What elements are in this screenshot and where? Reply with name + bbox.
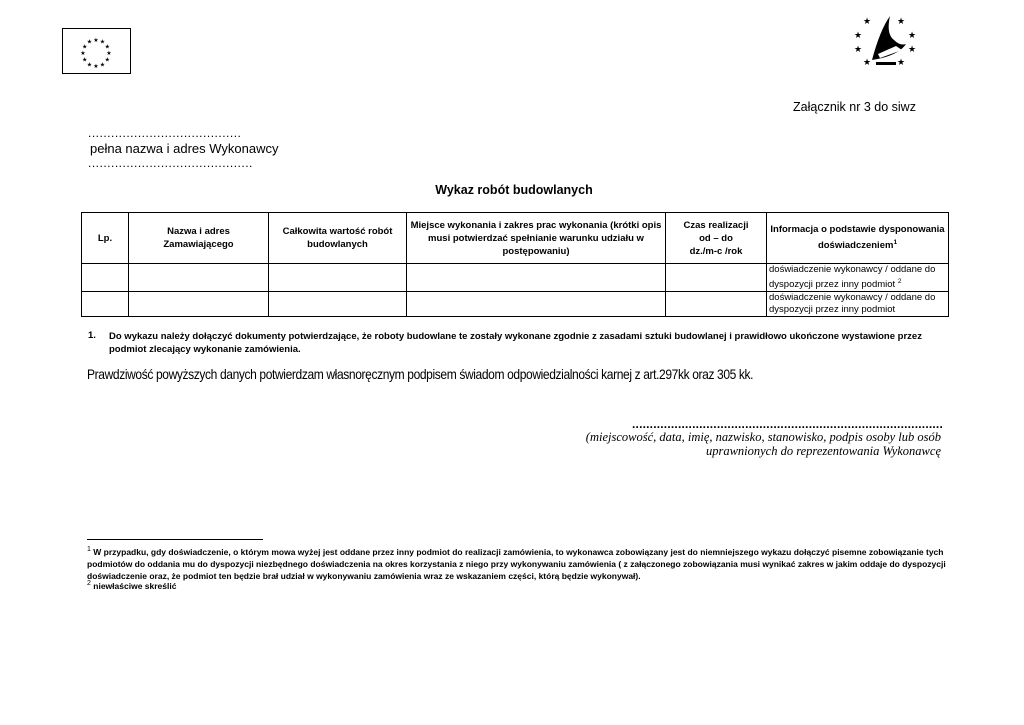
header-lp: Lp. bbox=[82, 213, 129, 264]
cell-info[interactable] bbox=[767, 292, 949, 317]
header-value: Całkowita wartość robót budowlanych bbox=[269, 213, 407, 264]
header-time-line2: od – do bbox=[699, 232, 733, 244]
signature-dots: ........................................................................................ bbox=[632, 417, 943, 431]
works-table bbox=[81, 212, 949, 317]
footnote-2 bbox=[87, 580, 176, 591]
svg-text:★: ★ bbox=[104, 43, 110, 51]
header-time-line1: Czas realizacji bbox=[683, 219, 749, 231]
footnote-2-text: niewłaściwe skreślić bbox=[93, 580, 177, 591]
contractor-dots-bottom: ........................................... bbox=[88, 156, 253, 170]
header-info bbox=[767, 213, 949, 264]
note-number: 1. bbox=[88, 330, 96, 341]
svg-text:★: ★ bbox=[86, 38, 93, 46]
svg-text:★: ★ bbox=[862, 58, 872, 68]
svg-text:★: ★ bbox=[93, 63, 99, 70]
header-time-line3: dz./m-c /rok bbox=[689, 245, 743, 257]
svg-text:★: ★ bbox=[93, 37, 99, 44]
cell-time[interactable] bbox=[666, 264, 767, 292]
svg-text:★: ★ bbox=[862, 17, 872, 27]
cell-value[interactable] bbox=[269, 264, 407, 292]
cell-place[interactable] bbox=[407, 264, 666, 292]
svg-text:★: ★ bbox=[86, 61, 93, 69]
svg-text:★: ★ bbox=[853, 45, 863, 55]
table-row bbox=[82, 292, 949, 317]
footnote-1-mark: 1 bbox=[87, 546, 91, 553]
cell-info-footnote-mark: 2 bbox=[897, 278, 902, 285]
signature-caption bbox=[541, 430, 941, 458]
cell-place[interactable] bbox=[407, 292, 666, 317]
note-text: Do wykazu należy dołączyć dokumenty potwierdzające, że roboty budowlane te zostały wykonane zgodnie z zasadami sztuki budowlanej i prawidłowo ukończone wystawione przez podmiot zlecający wykonanie zamówienia. bbox=[109, 331, 922, 355]
svg-text:★: ★ bbox=[853, 31, 863, 41]
svg-text:★: ★ bbox=[896, 17, 906, 27]
cell-employer[interactable] bbox=[129, 292, 269, 317]
footnote-2-mark: 2 bbox=[87, 580, 91, 587]
regional-logo bbox=[850, 10, 920, 72]
contractor-label: pełna nazwa i adres Wykonawcy bbox=[90, 141, 279, 156]
signature-caption-line2: uprawnionych do reprezentowania Wykonawcę bbox=[705, 444, 941, 458]
footnote-divider bbox=[87, 539, 263, 540]
cell-info-text: doświadczenie wykonawcy / oddane do dyspozycji przez inny podmiot bbox=[769, 264, 936, 291]
svg-text:★: ★ bbox=[80, 50, 86, 57]
eu-flag-logo bbox=[62, 28, 131, 74]
svg-text:★: ★ bbox=[907, 31, 917, 41]
svg-text:★: ★ bbox=[907, 45, 917, 55]
svg-text:★: ★ bbox=[82, 56, 88, 64]
eu-stars-icon bbox=[63, 29, 129, 72]
cell-info-text: doświadczenie wykonawcy / oddane do dyspozycji przez inny podmiot bbox=[769, 292, 936, 316]
svg-text:★: ★ bbox=[99, 61, 106, 69]
cell-time[interactable] bbox=[666, 292, 767, 317]
table-row bbox=[82, 264, 949, 292]
cell-value[interactable] bbox=[269, 292, 407, 317]
header-place: Miejsce wykonania i zakres prac wykonania (krótki opis musi potwierdzać spełnianie warunku udziału w postępowaniu) bbox=[407, 213, 666, 264]
cell-lp[interactable] bbox=[82, 292, 129, 317]
document-title: Wykaz robót budowlanych bbox=[435, 183, 593, 197]
signature-caption-line1: (miejscowość, data, imię, nazwisko, stanowisko, podpis osoby lub osób bbox=[585, 430, 941, 444]
svg-text:★: ★ bbox=[99, 38, 106, 46]
cell-info[interactable] bbox=[767, 264, 949, 292]
svg-text:★: ★ bbox=[106, 50, 112, 57]
table-header-row bbox=[82, 213, 949, 264]
statement-text: Prawdziwość powyższych danych potwierdzam własnoręcznym podpisem świadom odpowiedzialności karnej z art.297kk oraz 305 kk. bbox=[87, 366, 754, 382]
footnote-1 bbox=[87, 544, 947, 582]
cell-lp[interactable] bbox=[82, 264, 129, 292]
annex-label: Załącznik nr 3 do siwz bbox=[793, 100, 916, 114]
footnote-1-text: W przypadku, gdy doświadczenie, o którym mowa wyżej jest oddane przez inny podmiot do realizacji zamówienia, to wykonawca zobowiązany jest do niemniejszego wykazu dołączyć pisemne zobowiązanie tych podmiotów do oddania mu do dyspozycji niezbędnego doświadczenia na okres korzystania z niego przy wykonywaniu zamówienia ( z załączonego zobowiązania musi wynikać zakres w jakim oddaje do dyspozycji doświadczenie oraz, że podmiot ten będzie brał udział w wykonywaniu zamówienia wraz ze wskazaniem części, którą będzie wykonywał). bbox=[87, 546, 946, 581]
header-info-text: Informacja o podstawie dysponowania doświadczeniem bbox=[770, 224, 945, 252]
svg-text:★: ★ bbox=[82, 43, 88, 51]
header-info-footnote-mark: 1 bbox=[893, 239, 898, 247]
svg-text:★: ★ bbox=[896, 58, 906, 68]
contractor-dots-top: ........................................ bbox=[88, 126, 242, 140]
svg-text:★: ★ bbox=[104, 56, 110, 64]
header-employer: Nazwa i adres Zamawiającego bbox=[129, 213, 269, 264]
header-time bbox=[666, 213, 767, 264]
cell-employer[interactable] bbox=[129, 264, 269, 292]
